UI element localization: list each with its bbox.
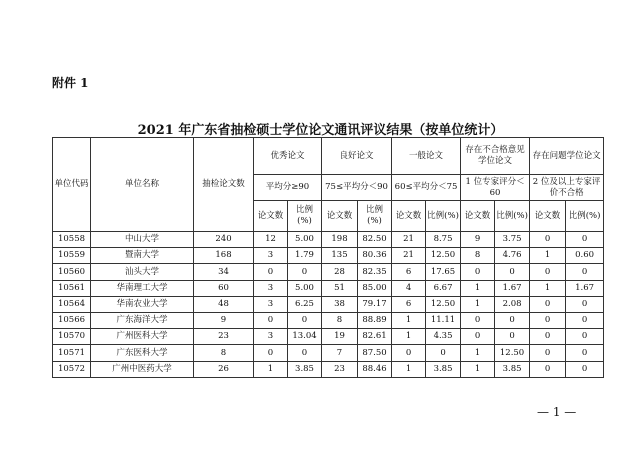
value-cell: 8 [322,312,358,328]
value-cell: 0 [288,312,322,328]
count-cell: 26 [194,361,254,377]
value-cell: 12.50 [495,345,530,361]
value-cell: 0 [495,329,530,345]
value-cell: 82.50 [358,232,392,248]
page-number: — 1 — [537,405,577,419]
value-cell: 12 [254,232,288,248]
table-row [53,232,604,248]
unit-name-cell: 汕头大学 [91,264,194,280]
value-cell: 12.50 [426,248,461,264]
value-cell: 0 [530,312,566,328]
value-cell: 0 [566,264,604,280]
value-cell: 0 [530,232,566,248]
unit-name-cell: 中山大学 [91,232,194,248]
value-cell: 0 [254,345,288,361]
value-cell: 0 [566,329,604,345]
value-cell: 4.76 [495,248,530,264]
table-row [53,329,604,345]
value-cell: 0 [566,361,604,377]
table-row [53,361,604,377]
header-unqualified-range: 1 位专家评分＜60 [461,175,530,201]
table-body [53,232,604,378]
header-ratio: 比例(%) [358,201,392,232]
value-cell: 85.00 [358,280,392,296]
unit-name-cell: 暨南大学 [91,248,194,264]
unit-name-cell: 华南理工大学 [91,280,194,296]
count-cell: 168 [194,248,254,264]
value-cell: 28 [322,264,358,280]
unit-code-cell: 10561 [53,280,91,296]
value-cell: 82.35 [358,264,392,280]
value-cell: 1 [392,329,426,345]
value-cell: 8 [461,248,495,264]
table-row [53,280,604,296]
header-code: 单位代码 [53,138,91,232]
header-average-range: 60≤平均分＜75 [392,175,461,201]
unit-code-cell: 10564 [53,296,91,312]
unit-code-cell: 10560 [53,264,91,280]
table-row [53,296,604,312]
unit-code-cell: 10572 [53,361,91,377]
value-cell: 3 [254,329,288,345]
value-cell: 4.35 [426,329,461,345]
value-cell: 0 [461,329,495,345]
value-cell: 1 [461,280,495,296]
value-cell: 1 [461,345,495,361]
count-cell: 60 [194,280,254,296]
header-problem-range: 2 位及以上专家评价不合格 [530,175,604,201]
value-cell: 0 [288,345,322,361]
value-cell: 0 [566,232,604,248]
value-cell: 21 [392,248,426,264]
unit-name-cell: 广东医科大学 [91,345,194,361]
header-num: 论文数 [461,201,495,232]
value-cell: 6.67 [426,280,461,296]
value-cell: 135 [322,248,358,264]
count-cell: 48 [194,296,254,312]
results-table [52,137,604,378]
value-cell: 5.00 [288,280,322,296]
header-average: 一般论文 [392,138,461,175]
value-cell: 12.50 [426,296,461,312]
value-cell: 1 [461,296,495,312]
count-cell: 9 [194,312,254,328]
value-cell: 51 [322,280,358,296]
value-cell: 0 [530,345,566,361]
value-cell: 198 [322,232,358,248]
value-cell: 0 [530,329,566,345]
value-cell: 80.36 [358,248,392,264]
document-title: 2021 年广东省抽检硕士学位论文通讯评议结果（按单位统计） [137,123,504,138]
value-cell: 5.00 [288,232,322,248]
value-cell: 6 [392,296,426,312]
unit-code-cell: 10566 [53,312,91,328]
value-cell: 23 [322,361,358,377]
value-cell: 0 [392,345,426,361]
value-cell: 0.60 [566,248,604,264]
value-cell: 1 [392,312,426,328]
value-cell: 0 [566,296,604,312]
header-unqualified: 存在不合格意见学位论文 [461,138,530,175]
count-cell: 23 [194,329,254,345]
value-cell: 1 [461,361,495,377]
value-cell: 0 [530,296,566,312]
header-good: 良好论文 [322,138,392,175]
header-problem: 存在问题学位论文 [530,138,604,175]
value-cell: 0 [461,312,495,328]
value-cell: 3.75 [495,232,530,248]
unit-name-cell: 华南农业大学 [91,296,194,312]
value-cell: 8.75 [426,232,461,248]
value-cell: 38 [322,296,358,312]
header-ratio: 比例(%) [495,201,530,232]
unit-code-cell: 10571 [53,345,91,361]
header-num: 论文数 [530,201,566,232]
header-ratio: 比例(%) [566,201,604,232]
count-cell: 34 [194,264,254,280]
table-row [53,345,604,361]
unit-name-cell: 广州医科大学 [91,329,194,345]
value-cell: 0 [461,264,495,280]
unit-name-cell: 广东海洋大学 [91,312,194,328]
header-ratio: 比例(%) [426,201,461,232]
value-cell: 1 [530,248,566,264]
value-cell: 3.85 [426,361,461,377]
value-cell: 9 [461,232,495,248]
value-cell: 0 [566,312,604,328]
value-cell: 3 [254,280,288,296]
value-cell: 0 [426,345,461,361]
value-cell: 7 [322,345,358,361]
header-excellent: 优秀论文 [254,138,322,175]
value-cell: 3 [254,296,288,312]
header-excellent-range: 平均分≥90 [254,175,322,201]
header-name: 单位名称 [91,138,194,232]
count-cell: 240 [194,232,254,248]
header-count: 抽检论文数 [194,138,254,232]
unit-code-cell: 10559 [53,248,91,264]
value-cell: 6 [392,264,426,280]
value-cell: 0 [254,264,288,280]
unit-code-cell: 10570 [53,329,91,345]
count-cell: 8 [194,345,254,361]
value-cell: 3 [254,248,288,264]
value-cell: 88.46 [358,361,392,377]
value-cell: 1.79 [288,248,322,264]
value-cell: 0 [530,264,566,280]
header-num: 论文数 [322,201,358,232]
table-row [53,264,604,280]
value-cell: 0 [530,361,566,377]
value-cell: 79.17 [358,296,392,312]
value-cell: 11.11 [426,312,461,328]
value-cell: 4 [392,280,426,296]
value-cell: 1.67 [495,280,530,296]
value-cell: 0 [254,312,288,328]
value-cell: 21 [392,232,426,248]
value-cell: 0 [288,264,322,280]
attachment-label: 附件 1 [52,76,89,90]
header-num: 论文数 [392,201,426,232]
table-row [53,248,604,264]
value-cell: 87.50 [358,345,392,361]
value-cell: 19 [322,329,358,345]
header-num: 论文数 [254,201,288,232]
value-cell: 82.61 [358,329,392,345]
header-good-range: 75≤平均分＜90 [322,175,392,201]
unit-code-cell: 10558 [53,232,91,248]
unit-name-cell: 广州中医药大学 [91,361,194,377]
value-cell: 6.25 [288,296,322,312]
value-cell: 1 [392,361,426,377]
value-cell: 1 [254,361,288,377]
value-cell: 3.85 [288,361,322,377]
value-cell: 13.04 [288,329,322,345]
value-cell: 0 [566,345,604,361]
table-row [53,312,604,328]
value-cell: 17.65 [426,264,461,280]
value-cell: 88.89 [358,312,392,328]
value-cell: 1 [530,280,566,296]
value-cell: 1.67 [566,280,604,296]
value-cell: 0 [495,312,530,328]
value-cell: 2.08 [495,296,530,312]
value-cell: 0 [495,264,530,280]
header-ratio: 比例(%) [288,201,322,232]
value-cell: 3.85 [495,361,530,377]
